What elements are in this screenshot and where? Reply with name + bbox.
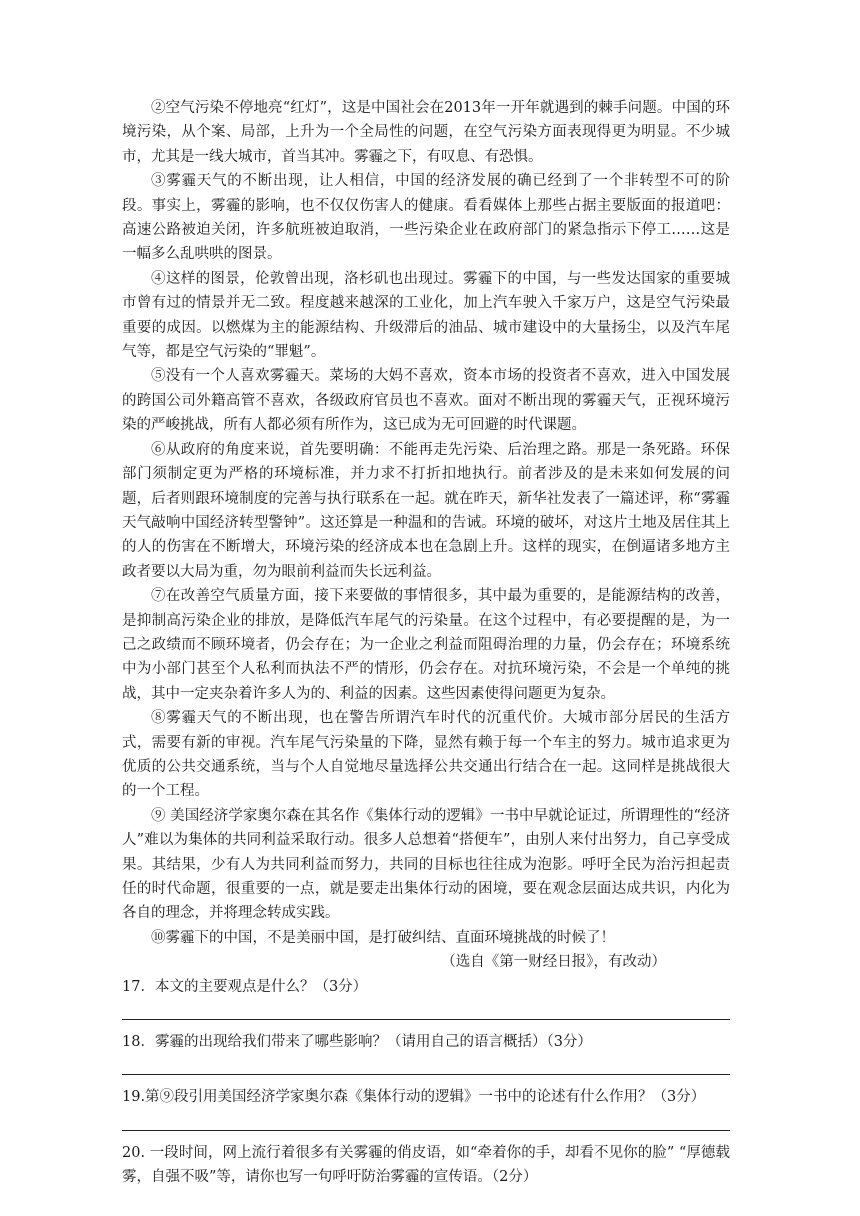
question-17: [122, 975, 730, 1020]
answer-line-19[interactable]: [122, 1110, 730, 1131]
paragraph-4: ④这样的图景，伦敦曾出现，洛杉矶也出现过。雾霾下的中国，与一些发达国家的重要城市曾有过的情景并无二致。程度越来越深的工业化，加上汽车驶入千家万户，这是空气污染最重要的成因。以燃煤为主的能源结构、升级滞后的油品、城市建设中的大量扬尘，以及汽车尾气等，都是空气污染的“罪魁”。: [122, 270, 730, 361]
article: [122, 96, 730, 975]
question-20-text: 20. 一段时间，网上流行着很多有关雾霾的俏皮语，如“牵着你的手，却看不见你的脸” “厚德载雾，自强不吸”等，请你也写一句呼吁防治雾霾的宣传语。（2分）: [122, 1144, 730, 1186]
paragraph-9: ⑨ 美国经济学家奥尔森在其名作《集体行动的逻辑》一书中早就论证过，所谓理性的“经济人”难以为集体的共同利益采取行动。很多人总想着“搭便车”，由别人来付出努力，自己享受成果。其结果，少有人为共同利益而努力，共同的目标也往往成为泡影。呼吁全民为治污担起责任的时代命题，很重要的一点，就是要走出集体行动的困境，要在观念层面达成共识，内化为各自的理念，并将理念转成实践。: [122, 807, 730, 922]
question-19-text: 19.第⑨段引用美国经济学家奥尔森《集体行动的逻辑》一书中的论述有什么作用？（3分）: [122, 1089, 706, 1106]
question-18-text: 18．雾霾的出现给我们带来了哪些影响？（请用自己的语言概括）（3分）: [122, 1034, 592, 1051]
article-source: （选自《第一财经日报》，有改动）: [441, 954, 666, 971]
answer-line-18[interactable]: [122, 1054, 730, 1075]
paragraph-6: ⑥从政府的角度来说，首先要明确：不能再走先污染、后治理之路。那是一条死路。环保部门须制定更为严格的环境标准，并力求不打折扣地执行。前者涉及的是未来如何发展的问题，后者则跟环境制度的完善与执行联系在一起。就在昨天，新华社发表了一篇述评，称“雾霾天气敲响中国经济转型警钟”。这还算是一种温和的告诫。环境的破坏，对这片土地及居住其上的人的伤害在不断增大，环境污染的经济成本也在急剧上升。这样的现实，在倒逼诸多地方主政者要以大局为重，勿为眼前利益而失长远利益。: [122, 441, 730, 580]
question-17-text: 17．本文的主要观点是什么？（3分）: [122, 978, 368, 995]
paragraph-7: ⑦在改善空气质量方面，接下来要做的事情很多，其中最为重要的，是能源结构的改善，是抑制高污染企业的排放，是降低汽车尾气的污染量。在这个过程中，有必要提醒的是，为一己之政绩而不顾环境者，仍会存在；为一企业之利益而阻碍治理的力量，仍会存在；环境系统中为小部门甚至个人私利而执法不严的情形，仍会存在。对抗环境污染，不会是一个单纯的挑战，其中一定夹杂着许多人为的、利益的因素。这些因素使得问题更为复杂。: [122, 588, 730, 702]
paragraph-5: ⑤没有一个人喜欢雾霾天。菜场的大妈不喜欢，资本市场的投资者不喜欢，进入中国发展的跨国公司外籍高管不喜欢，各级政府官员也不喜欢。面对不断出现的雾霾天气，正视环境污染的严峻挑战，所有人都必须有所作为，这已成为无可回避的时代课题。: [122, 368, 730, 434]
question-20: [122, 1141, 730, 1190]
paragraph-2: ②空气污染不停地亮“红灯”，这是中国社会在2013年一开年就遇到的棘手问题。中国的环境污染，从个案、局部，上升为一个全局性的问题，在空气污染方面表现得更为明显。不少城市，尤其是一线大城市，首当其冲。雾霾之下，有叹息、有恐惧。: [122, 100, 730, 165]
paragraph-10: ⑩雾霾下的中国，不是美丽中国，是打破纠结、直面环境挑战的时候了！: [151, 929, 615, 946]
paragraph-3: ③雾霾天气的不断出现，让人相信，中国的经济发展的确已经到了一个非转型不可的阶段。事实上，雾霾的影响，也不仅仅伤害人的健康。看看媒体上那些占据主要版面的报道吧：高速公路被迫关闭，许多航班被迫取消，一些污染企业在政府部门的紧急指示下停工……这是一幅多么乱哄哄的图景。: [122, 173, 730, 263]
exam-page: [122, 96, 730, 1190]
questions: [122, 975, 730, 1190]
answer-line-17[interactable]: [122, 999, 730, 1020]
question-18: [122, 1030, 730, 1075]
question-19: [122, 1085, 730, 1130]
paragraph-8: ⑧雾霾天气的不断出现，也在警告所谓汽车时代的沉重代价。大城市部分居民的生活方式，需要有新的审视。汽车尾气污染量的下降，显然有赖于每一个车主的努力。城市追求更为优质的公共交通系统，当与个人自觉地尽量选择公共交通出行结合在一起。这同样是挑战很大的一个工程。: [122, 710, 730, 800]
